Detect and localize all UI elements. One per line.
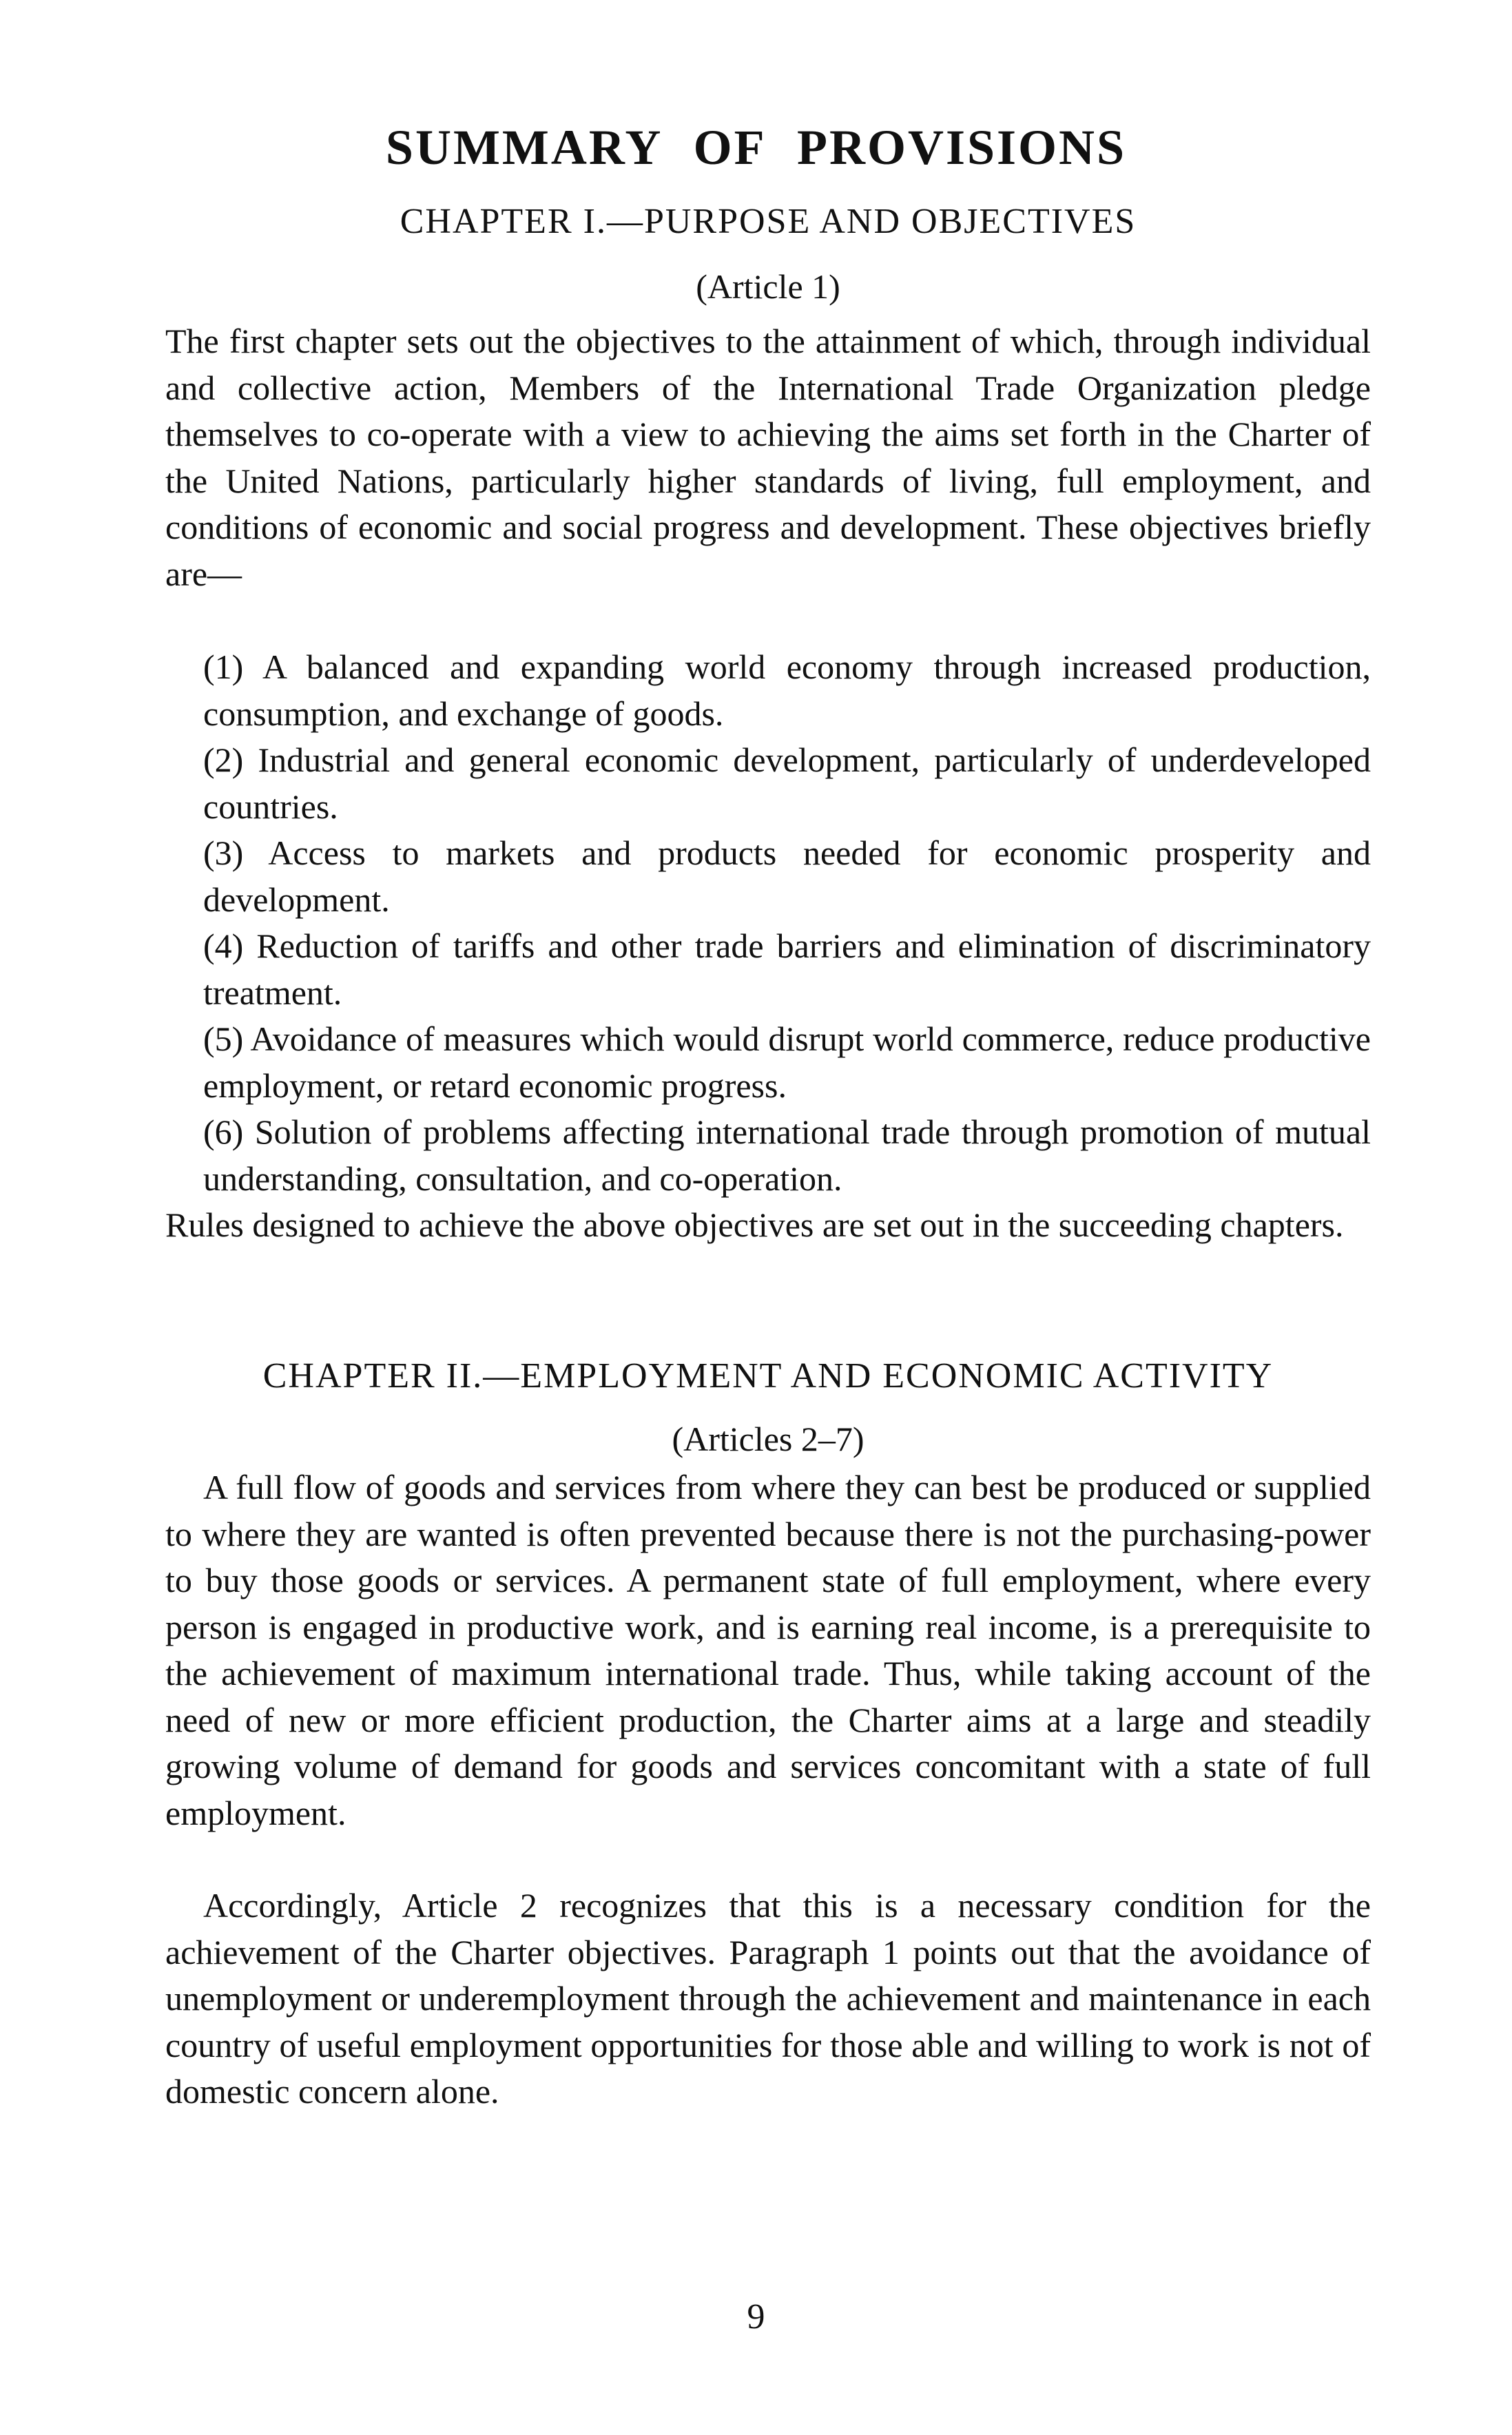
- objective-item-5: (5) Avoidance of measures which would disrupt world commerce, reduce productive employment, or retard economic progress.: [203, 1019, 1371, 1105]
- page-number: 9: [747, 2297, 765, 2336]
- chapter-1-intro-paragraph: The first chapter sets out the objectives to the attainment of which, through individual and collective action, Members of the International Trade Organization pledge themselves to co-operate with a view to achieving the aims set forth in the Charter of the United Nations, particularly higher standards of living, full employment, and conditions of economic and social progress and development. These objectives briefly are—: [165, 322, 1371, 593]
- chapter-1-article-ref: (Article 1): [696, 267, 840, 306]
- objective-item-2: (2) Industrial and general economic development, particularly of underdeveloped countries.: [203, 740, 1371, 826]
- chapter-2-paragraph-1: A full flow of goods and services from where they can best be produced or supplied to where they are wanted is often prevented because there is not the purchasing-power to buy those goods or services. A permanent state of full employment, where every person is engaged in productive work, and is earning real income, is a prerequisite to the achievement of maximum international trade. Thus, while taking account of the need of new or more efficient production, the Charter aims at a large and steadily growing volume of demand for goods and services concomitant with a state of full employment.: [165, 1468, 1371, 1832]
- objective-item-3: (3) Access to markets and products needed for economic prosperity and development.: [203, 833, 1371, 919]
- objective-item-4: (4) Reduction of tariffs and other trade barriers and elimination of discriminatory treatment.: [203, 926, 1371, 1012]
- chapter-1-closing-paragraph: Rules designed to achieve the above objectives are set out in the succeeding chapters.: [165, 1205, 1344, 1244]
- chapter-2-paragraph-2: Accordingly, Article 2 recognizes that this is a necessary condition for the achievement of the Charter objectives. Paragraph 1 points out that the avoidance of unemployment or underemployment through the achievement and maintenance in each country of useful employment opportunities for those able and willing to work is not of domestic concern alone.: [165, 1886, 1371, 2111]
- objective-item-1: (1) A balanced and expanding world economy through increased production, consumption, and exchange of goods.: [203, 647, 1371, 733]
- chapter-1-heading: CHAPTER I.—PURPOSE AND OBJECTIVES: [400, 202, 1137, 241]
- chapter-2-heading: CHAPTER II.—EMPLOYMENT AND ECONOMIC ACTIVITY: [262, 1356, 1274, 1396]
- page-title: SUMMARY OF PROVISIONS: [385, 120, 1127, 175]
- objective-item-6: (6) Solution of problems affecting international trade through promotion of mutual understanding, consultation, and co-operation.: [203, 1112, 1371, 1198]
- chapter-2-article-ref: (Articles 2–7): [672, 1420, 864, 1458]
